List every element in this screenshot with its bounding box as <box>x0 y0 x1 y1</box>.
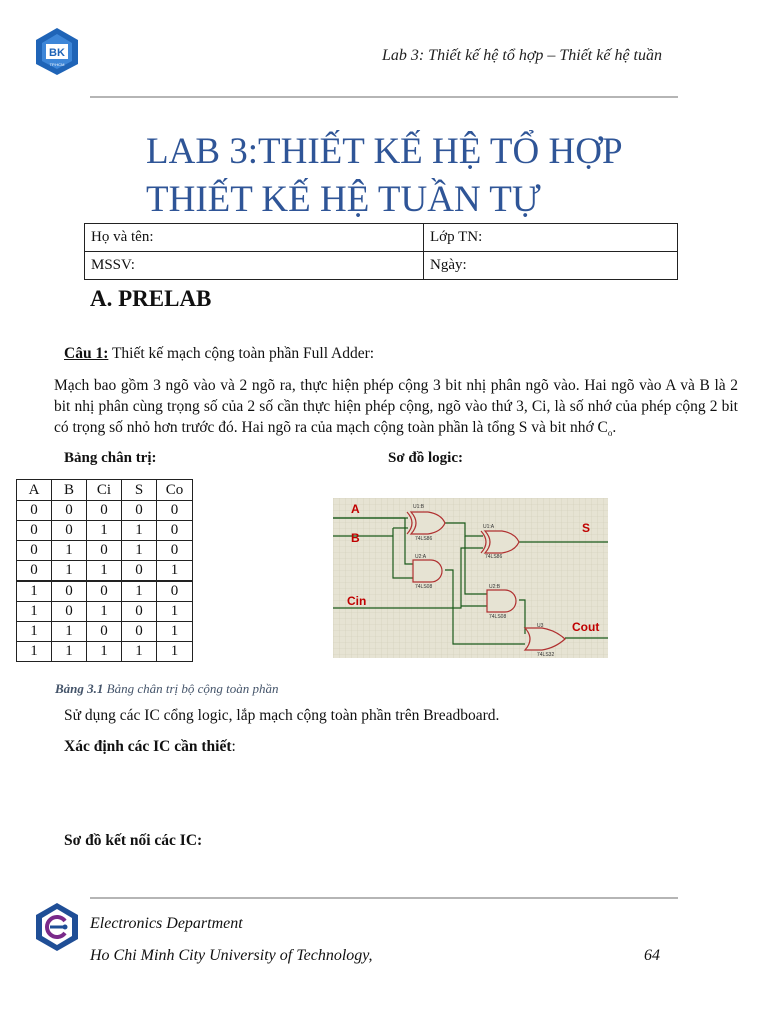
truth-cell-ci: 1 <box>87 642 122 662</box>
question-1-label: Câu 1: <box>64 345 109 362</box>
output-label-s: S <box>582 521 591 535</box>
gate-label: U2:A <box>415 554 427 560</box>
input-label-b: B <box>351 531 360 545</box>
chip-label: 74LS86 <box>485 554 503 560</box>
title-line-1: LAB 3:THIẾT KẾ HỆ TỔ HỢP <box>146 131 623 172</box>
table-row <box>17 602 193 622</box>
footer-divider <box>90 897 678 899</box>
truth-cell-ci: 1 <box>87 602 122 622</box>
truth-cell-b: 1 <box>52 561 87 582</box>
gate-label: U2:B <box>489 584 501 590</box>
truth-cell-a: 0 <box>17 521 52 541</box>
date-cell[interactable]: Ngày: <box>424 252 678 280</box>
title-line-2: THIẾT KẾ HỆ TUẦN TỰ <box>146 179 541 220</box>
truth-cell-ci: 0 <box>87 501 122 521</box>
truth-cell-s: 1 <box>122 581 157 602</box>
truth-cell-a: 1 <box>17 622 52 642</box>
truth-cell-co: 0 <box>157 541 193 561</box>
table-row <box>17 642 193 662</box>
and-gate-u2b <box>487 590 516 612</box>
document-title <box>146 128 623 224</box>
truth-cell-a: 1 <box>17 642 52 662</box>
class-cell[interactable]: Lớp TN: <box>424 224 678 252</box>
required-ic-colon: : <box>231 738 236 755</box>
description-paragraph <box>54 375 738 444</box>
truth-table-header-ci: Ci <box>87 480 122 501</box>
truth-cell-s: 1 <box>122 521 157 541</box>
caption-label: Bảng 3.1 <box>55 681 104 696</box>
truth-cell-s: 1 <box>122 642 157 662</box>
truth-cell-b: 0 <box>52 501 87 521</box>
chip-label: 74LS86 <box>415 536 433 542</box>
section-heading-prelab: A. PRELAB <box>90 286 212 311</box>
page-number: 64 <box>644 947 660 964</box>
truth-table-header-s: S <box>122 480 157 501</box>
truth-cell-s: 0 <box>122 561 157 582</box>
output-label-cout: Cout <box>572 620 600 634</box>
truth-cell-ci: 0 <box>87 581 122 602</box>
truth-cell-co: 1 <box>157 642 193 662</box>
truth-table-header-row <box>17 480 193 501</box>
caption-text: Bảng chân trị bộ cộng toàn phần <box>103 681 279 696</box>
truth-table-header-b: B <box>52 480 87 501</box>
ic-connection-prompt: Sơ đồ kết nối các IC: <box>64 832 203 849</box>
paragraph-subscript: o <box>607 428 613 439</box>
truth-cell-s: 1 <box>122 541 157 561</box>
truth-cell-co: 1 <box>157 561 193 582</box>
truth-cell-ci: 1 <box>87 561 122 582</box>
truth-cell-ci: 0 <box>87 622 122 642</box>
logo-text: BK <box>49 47 65 59</box>
name-cell[interactable]: Họ và tên: <box>85 224 424 252</box>
required-ic-prompt <box>64 738 236 756</box>
paragraph-end: . <box>612 419 617 436</box>
chip-label: 74LS08 <box>415 584 433 590</box>
truth-cell-ci: 1 <box>87 521 122 541</box>
logic-diagram-heading: Sơ đồ logic: <box>388 450 463 466</box>
gate-label: U3 <box>537 623 544 629</box>
table-row <box>17 501 193 521</box>
running-header: Lab 3: Thiết kế hệ tổ hợp – Thiết kế hệ tuần <box>381 47 662 64</box>
truth-table-header-a: A <box>17 480 52 501</box>
truth-cell-a: 1 <box>17 602 52 622</box>
truth-cell-s: 0 <box>122 622 157 642</box>
question-1 <box>64 345 374 363</box>
bk-logo <box>32 26 82 76</box>
truth-cell-a: 1 <box>17 581 52 602</box>
truth-cell-a: 0 <box>17 541 52 561</box>
truth-cell-co: 0 <box>157 581 193 602</box>
truth-cell-b: 1 <box>52 622 87 642</box>
table-row <box>17 541 193 561</box>
truth-table <box>16 479 193 662</box>
truth-table-header-co: Co <box>157 480 193 501</box>
truth-cell-a: 0 <box>17 561 52 582</box>
truth-cell-b: 0 <box>52 521 87 541</box>
gate-label: U1:A <box>483 524 495 530</box>
table-caption <box>55 681 279 697</box>
truth-cell-b: 1 <box>52 541 87 561</box>
table-row <box>17 521 193 541</box>
truth-cell-co: 1 <box>157 622 193 642</box>
table-row <box>17 622 193 642</box>
truth-cell-s: 0 <box>122 501 157 521</box>
truth-cell-s: 0 <box>122 602 157 622</box>
student-info-table <box>84 223 678 280</box>
gate-label: U1:B <box>413 504 425 510</box>
required-ic-label: Xác định các IC cần thiết <box>64 738 232 755</box>
footer-university: Ho Chi Minh City University of Technology, <box>90 947 373 964</box>
truth-cell-b: 0 <box>52 581 87 602</box>
truth-cell-co: 1 <box>157 602 193 622</box>
table-row <box>17 581 193 602</box>
truth-cell-ci: 0 <box>87 541 122 561</box>
truth-cell-b: 1 <box>52 642 87 662</box>
logic-diagram <box>333 498 608 658</box>
footer-department: Electronics Department <box>90 915 243 932</box>
instruction-paragraph: Sử dụng các IC cổng logic, lắp mạch cộng toàn phần trên Breadboard. <box>64 707 500 724</box>
table-row <box>17 561 193 582</box>
question-1-text: Thiết kế mạch cộng toàn phần Full Adder: <box>108 345 375 362</box>
input-label-a: A <box>351 502 360 516</box>
chip-label: 74LS32 <box>537 652 555 658</box>
logo-subtext: TP.HCM <box>49 62 65 67</box>
truth-cell-b: 0 <box>52 602 87 622</box>
truth-cell-a: 0 <box>17 501 52 521</box>
input-label-cin: Cin <box>347 594 367 608</box>
truth-table-heading: Bảng chân trị: <box>64 450 157 466</box>
and-gate-u2a <box>413 560 442 582</box>
truth-cell-co: 0 <box>157 521 193 541</box>
header-divider <box>90 96 678 98</box>
paragraph-text: Mạch bao gồm 3 ngõ vào và 2 ngõ ra, thực hiện phép cộng 3 bit nhị phân ngõ vào. Hai ngõ vào A và B là 2 bit nhị phân cùng trọng số của 2 số cần thực hiện phép cộng, ngõ vào thứ 3, Ci, là số nhớ của phép cộng 2 bit có trọng số nhỏ hơn trước đó. Hai ngõ ra của mạch cộng toàn phần là tổng S và bit nhớ C <box>54 377 738 436</box>
truth-cell-co: 0 <box>157 501 193 521</box>
electronics-department-logo <box>33 901 81 953</box>
student-id-cell[interactable]: MSSV: <box>85 252 424 280</box>
chip-label: 74LS08 <box>489 614 507 620</box>
